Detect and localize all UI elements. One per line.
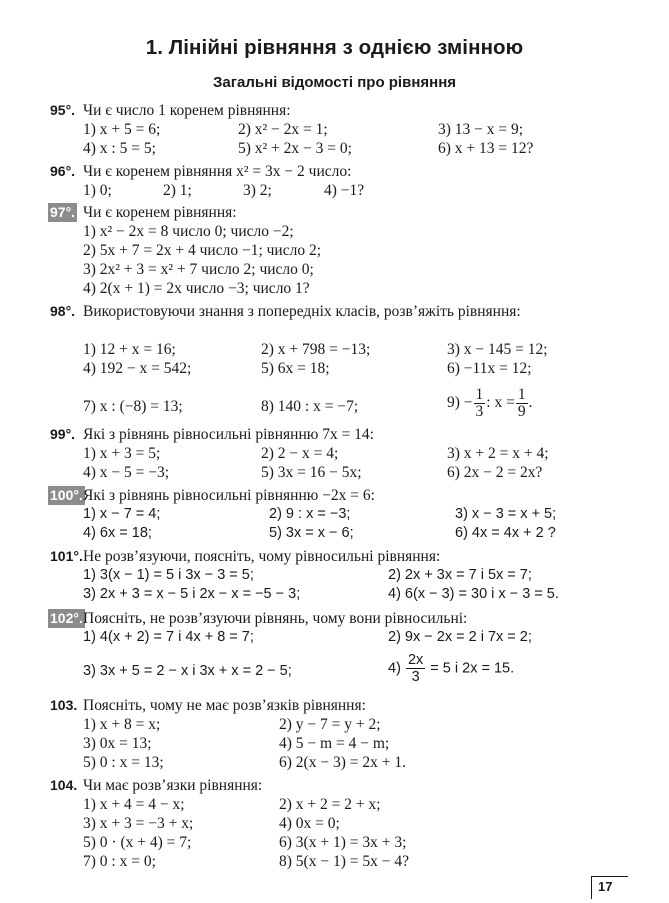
answer-item: 4) 2(x + 1) = 2x число −3; число 1? xyxy=(83,280,310,297)
problem-question: Чи має розв’язки рівняння: xyxy=(83,777,263,794)
problem-question: Не розв’язуючи, поясніть, чому рівносильні рівняння: xyxy=(83,548,441,565)
problem-number: 104. xyxy=(50,777,78,793)
answer-item: 4) 5 − m = 4 − m; xyxy=(279,735,390,752)
answer-item: 3) 2x + 3 = x − 5 і 2x − x = −5 − 3; xyxy=(83,586,301,602)
problem-number: 103. xyxy=(50,697,78,713)
answer-item: 1) 3(x − 1) = 5 і 3x − 3 = 5; xyxy=(83,567,254,583)
answer-item: 7) 0 : x = 0; xyxy=(83,853,156,870)
problem-question: Які з рівнянь рівносильні рівнянню 7x = 14: xyxy=(83,426,374,443)
problem-question: Використовуючи знання з попередніх класів, розв’яжіть рівняння: xyxy=(83,303,521,320)
section-subtitle: Загальні відомості про рівняння xyxy=(212,74,457,91)
problem-number: 98°. xyxy=(50,303,76,319)
problem-question: Чи є число 1 коренем рівняння: xyxy=(83,102,291,119)
answer-item: 1) x − 7 = 4; xyxy=(83,506,161,522)
answer-item: 1) 0; xyxy=(83,182,112,199)
fraction: $\frac{1}{3}$ xyxy=(475,386,484,420)
problem-number: 101°. xyxy=(50,548,83,564)
answer-item: 6) x + 13 = 12? xyxy=(438,140,534,157)
problem-number-highlighted: 100°. xyxy=(50,487,83,503)
answer-item-fraction: 4) $\frac{2x}{3}$ = 5 і 2x = 15. xyxy=(388,652,515,685)
problem-question: Поясніть, чому не має розв’язків рівняння: xyxy=(83,697,366,714)
answer-item: 6) −11x = 12; xyxy=(447,360,532,377)
answer-item: 1) 4(x + 2) = 7 і 4x + 8 = 7; xyxy=(83,629,254,645)
answer-item: 2) x + 798 = −13; xyxy=(261,341,371,358)
section-title: 1. Лінійні рівняння з однією змінною xyxy=(145,36,524,59)
answer-item: 5) 3x = 16 − 5x; xyxy=(261,464,362,481)
page-number: 17 xyxy=(591,876,628,899)
answer-item: 7) x : (−8) = 13; xyxy=(83,398,183,415)
answer-item: 3) x + 3 = −3 + x; xyxy=(83,815,194,832)
answer-item: 1) x + 3 = 5; xyxy=(83,445,161,462)
answer-item: 1) x + 8 = x; xyxy=(83,716,161,733)
answer-item: 6) 4x = 4x + 2 ? xyxy=(455,525,556,541)
answer-item: 2) 9x − 2x = 2 і 7x = 2; xyxy=(388,629,532,645)
answer-item: 5) 3x = x − 6; xyxy=(269,525,354,541)
answer-item: 3) x + 2 = x + 4; xyxy=(447,445,549,462)
problem-number: 95°. xyxy=(50,102,76,118)
answer-item: 5) x² + 2x − 3 = 0; xyxy=(238,140,352,157)
problem-question: Які з рівнянь рівносильні рівнянню −2x = 6: xyxy=(83,487,375,504)
problem-question: Чи є коренем рівняння: xyxy=(83,204,237,221)
answer-item: 4) 0x = 0; xyxy=(279,815,340,832)
answer-item: 1) x + 5 = 6; xyxy=(83,121,161,138)
answer-item: 2) y − 7 = y + 2; xyxy=(279,716,381,733)
answer-item: 2) 2 − x = 4; xyxy=(261,445,339,462)
answer-item: 3) 0x = 13; xyxy=(83,735,152,752)
answer-item: 3) 2x² + 3 = x² + 7 число 2; число 0; xyxy=(83,261,314,278)
answer-item: 8) 140 : x = −7; xyxy=(261,398,359,415)
answer-item: 3) x − 145 = 12; xyxy=(447,341,548,358)
answer-item: 4) 192 − x = 542; xyxy=(83,360,192,377)
answer-item: 8) 5(x − 1) = 5x − 4? xyxy=(279,853,409,870)
answer-item-fraction: 9) − $\frac{1}{3}$ : x = $\frac{1}{9}$ . xyxy=(447,386,533,420)
answer-item: 1) x² − 2x = 8 число 0; число −2; xyxy=(83,223,294,240)
answer-item: 1) x + 4 = 4 − x; xyxy=(83,796,185,813)
answer-item: 4) 6(x − 3) = 30 і x − 3 = 5. xyxy=(388,586,559,602)
answer-item: 3) 2; xyxy=(243,182,272,199)
fraction: $\frac{1}{9}$ xyxy=(517,386,526,420)
problem-number: 96°. xyxy=(50,163,76,179)
answer-item: 2) x + 2 = 2 + x; xyxy=(279,796,381,813)
answer-item: 6) 2x − 2 = 2x? xyxy=(447,464,543,481)
answer-item: 5) 0 · (x + 4) = 7; xyxy=(83,834,192,851)
answer-item: 5) 0 : x = 13; xyxy=(83,754,164,771)
answer-item: 3) x − 3 = x + 5; xyxy=(455,506,557,522)
answer-item: 1) 12 + x = 16; xyxy=(83,341,176,358)
answer-item: 4) x : 5 = 5; xyxy=(83,140,156,157)
answer-item: 6) 3(x + 1) = 3x + 3; xyxy=(279,834,407,851)
fraction: $\frac{2x}{3}$ xyxy=(407,652,424,685)
answer-item: 2) x² − 2x = 1; xyxy=(238,121,328,138)
problem-number: 99°. xyxy=(50,426,76,442)
problem-question: Поясніть, не розв’язуючи рівнянь, чому вони рівносильні: xyxy=(83,610,468,627)
answer-item: 5) 6x = 18; xyxy=(261,360,330,377)
answer-item: 2) 1; xyxy=(163,182,192,199)
answer-item: 2) 5x + 7 = 2x + 4 число −1; число 2; xyxy=(83,242,322,259)
answer-item: 6) 2(x − 3) = 2x + 1. xyxy=(279,754,406,771)
problem-number-highlighted: 102°. xyxy=(50,610,83,626)
answer-item: 4) x − 5 = −3; xyxy=(83,464,170,481)
problem-number-highlighted: 97°. xyxy=(50,204,76,220)
answer-item: 4) −1? xyxy=(324,182,365,199)
answer-item: 3) 3x + 5 = 2 − x і 3x + x = 2 − 5; xyxy=(83,663,292,679)
problem-question: Чи є коренем рівняння x² = 3x − 2 число: xyxy=(83,163,352,180)
answer-item: 3) 13 − x = 9; xyxy=(438,121,524,138)
answer-item: 4) 6x = 18; xyxy=(83,525,152,541)
answer-item: 2) 9 : x = −3; xyxy=(269,506,351,522)
answer-item: 2) 2x + 3x = 7 і 5x = 7; xyxy=(388,567,532,583)
